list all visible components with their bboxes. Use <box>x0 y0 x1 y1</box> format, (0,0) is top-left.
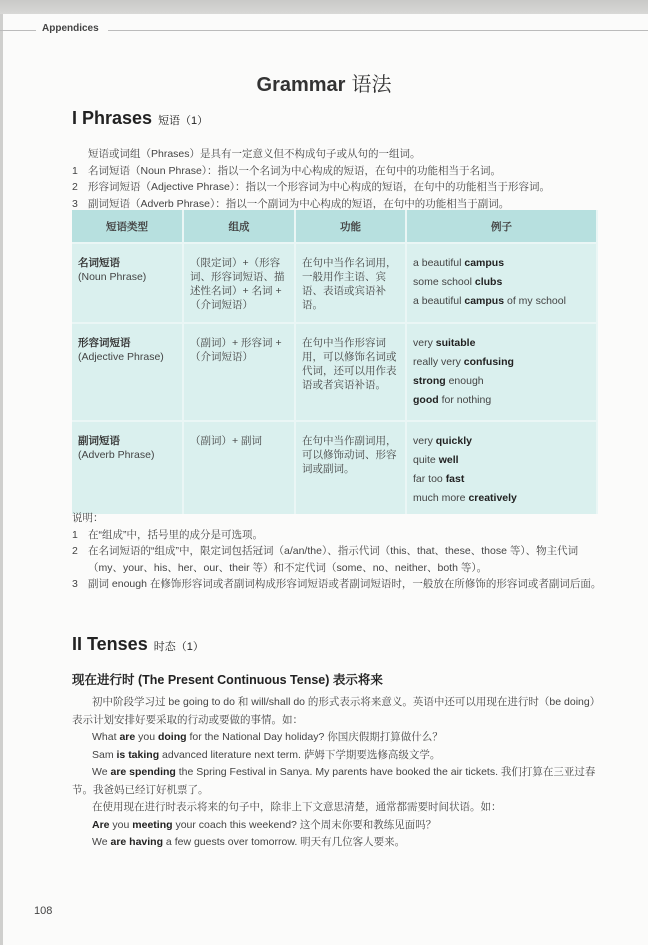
column-header: 组成 <box>183 210 295 243</box>
example <box>413 353 590 372</box>
item-text: 副词 enough 在修饰形容词或者副词构成形容词短语或者副词短语时，一般放在所修饰的形容词或者副词后面。 <box>88 578 602 590</box>
heading-cn: 短语（1） <box>158 115 209 127</box>
example-text: of my school <box>504 295 566 307</box>
item-text: 在“组成”中，括号里的成分是可选项。 <box>88 528 263 541</box>
page-number: 108 <box>34 905 53 917</box>
example-keyword: strong <box>413 375 446 387</box>
scan-edge <box>0 0 648 14</box>
example-keyword: clubs <box>474 276 503 288</box>
item-number: 1 <box>72 528 78 541</box>
notes-label: 说明： <box>72 512 104 524</box>
example-keyword: campus <box>464 295 505 307</box>
sentence-text: advanced literature next term. 萨姆下学期要选修高级文学。 <box>159 748 441 761</box>
header-section-label: Appendices <box>42 23 99 34</box>
example <box>413 432 590 451</box>
sentence-text: We <box>92 766 111 778</box>
tense-line <box>72 729 602 747</box>
example-keyword: suitable <box>435 337 476 349</box>
examples-cell <box>406 243 597 323</box>
example-text: very <box>413 337 436 349</box>
example <box>413 489 590 508</box>
phrase-type-cn: 名词短语 <box>78 257 120 269</box>
item-number: 3 <box>72 578 78 590</box>
column-header: 短语类型 <box>72 210 183 243</box>
sentence-text: you <box>135 731 158 743</box>
example-keyword: good <box>413 394 439 406</box>
function-cell: 在句中当作副词用，可以修饰动词、形容词或副词。 <box>295 421 406 514</box>
sentence-text: 初中阶段学习过 be going to do 和 will/shall do 的形式表示将来意义。英语中还可以用现在进行时（be doing）表示计划安排好要采取的行动或要做的事情。如： <box>72 696 601 726</box>
verb-highlight: Are <box>92 818 110 831</box>
column-header: 例子 <box>406 210 597 243</box>
function-cell: 在句中当作名词用，一般用作主语、宾语、表语或宾语补语。 <box>295 243 406 323</box>
example-keyword: well <box>438 454 459 466</box>
verb-highlight: are having <box>110 836 164 848</box>
tense-line <box>72 694 602 729</box>
item-text: 副词短语（Adverb Phrase）：指以一个副词为中心构成的短语，在句中的功能相当于副词。 <box>88 197 510 210</box>
sentence-text: Sam <box>92 748 117 761</box>
examples-cell <box>406 421 597 514</box>
list-item <box>72 527 602 544</box>
example-keyword: fast <box>445 473 465 485</box>
item-number: 2 <box>72 181 78 193</box>
header-rule <box>0 30 36 31</box>
list-item <box>72 179 602 196</box>
composition-cell: （副词）+ 副词 <box>183 421 295 514</box>
example-text: enough <box>445 375 484 387</box>
example <box>413 273 590 292</box>
example <box>413 292 590 311</box>
heading-cn: 时态（1） <box>153 641 204 653</box>
table-row <box>72 421 597 514</box>
phrase-type-en: (Adverb Phrase) <box>78 449 155 461</box>
heading-text: I Phrases <box>72 108 153 128</box>
example <box>413 451 590 470</box>
sentence-text: a few guests over tomorrow. 明天有几位客人要来。 <box>163 836 406 848</box>
section-heading-tenses <box>72 634 204 655</box>
subheading: 现在进行时 (The Present Continuous Tense) 表示将来 <box>72 673 383 687</box>
verb-highlight: are spending <box>110 766 176 778</box>
verb-highlight: are <box>119 731 136 743</box>
item-text: 名词短语（Noun Phrase）：指以一个名词为中心构成的短语，在句中的功能相当于名词。 <box>88 164 502 177</box>
example <box>413 254 590 273</box>
example-text: far too <box>413 473 446 485</box>
example <box>413 334 590 353</box>
example-keyword: quickly <box>435 435 472 447</box>
phrases-intro <box>72 146 602 212</box>
sentence-text: We <box>92 836 111 848</box>
tense-line <box>72 747 602 765</box>
example-text: really very <box>413 356 464 368</box>
example-text: for nothing <box>438 394 492 406</box>
phrase-type-cn: 形容词短语 <box>78 337 131 349</box>
notes <box>72 510 602 593</box>
phrases-table <box>72 210 598 514</box>
example-keyword: confusing <box>463 356 514 368</box>
example-text: a beautiful <box>413 257 465 269</box>
verb-highlight: meeting <box>132 818 173 831</box>
example <box>413 372 590 391</box>
column-header: 功能 <box>295 210 406 243</box>
example <box>413 470 590 489</box>
section-heading-phrases <box>72 108 208 129</box>
tense-line <box>72 817 602 835</box>
example-text: some school <box>413 276 475 288</box>
scan-edge-left <box>0 14 3 945</box>
sentence-text: for the National Day holiday? 你国庆假期打算做什么？ <box>186 731 443 743</box>
example-text: much more <box>413 492 469 504</box>
item-number: 1 <box>72 164 78 177</box>
table-row <box>72 323 597 421</box>
item-number: 2 <box>72 545 78 557</box>
tenses-body <box>72 694 602 852</box>
item-text: 在名词短语的“组成”中，限定词包括冠词（a/an/the）、指示代词（this、that、these、those 等）、物主代词（my、your、his、her、our、their 等）和不定代词（some、no、neither、both 等）。 <box>88 545 579 574</box>
sentence-text: you <box>109 818 133 831</box>
intro-text: 短语或词组（Phrases）是具有一定意义但不构成句子或从句的一组词。 <box>88 148 421 160</box>
list-item <box>72 576 602 593</box>
example-text: very <box>413 435 436 447</box>
item-text: 形容词短语（Adjective Phrase）：指以一个形容词为中心构成的短语，在句中的功能相当于形容词。 <box>88 181 551 193</box>
verb-highlight: doing <box>157 731 187 743</box>
composition-cell: （副词）+ 形容词 +（介词短语） <box>183 323 295 421</box>
example-keyword: creatively <box>468 492 517 504</box>
example-keyword: campus <box>464 257 505 269</box>
tense-line <box>72 799 602 817</box>
sentence-text: 在使用现在进行时表示将来的句子中，除非上下文意思清楚，通常都需要时间状语。如： <box>92 801 502 813</box>
verb-highlight: is taking <box>116 748 160 761</box>
list-item <box>72 163 602 180</box>
function-cell: 在句中当作形容词用，可以修饰名词或代词，还可以用作表语或者宾语补语。 <box>295 323 406 421</box>
example-text: quite <box>413 454 439 466</box>
phrase-type-cell <box>72 421 183 514</box>
phrase-type-cell <box>72 323 183 421</box>
title-cn: 语法 <box>351 74 392 96</box>
heading-text: II Tenses <box>72 634 148 654</box>
sentence-text: What <box>92 731 120 743</box>
running-header <box>0 22 648 38</box>
phrase-type-en: (Noun Phrase) <box>78 271 147 283</box>
example-text: a beautiful <box>413 295 465 307</box>
header-rule <box>108 30 648 31</box>
phrase-type-cn: 副词短语 <box>78 435 120 447</box>
list-item <box>72 543 602 576</box>
example <box>413 391 590 410</box>
page-title <box>0 68 648 97</box>
phrase-type-cell <box>72 243 183 323</box>
composition-cell: （限定词）+（形容词、形容词短语、描述性名词）+ 名词 +（介词短语） <box>183 243 295 323</box>
phrase-type-en: (Adjective Phrase) <box>78 351 164 363</box>
table-row <box>72 243 597 323</box>
item-number: 3 <box>72 197 78 210</box>
examples-cell <box>406 323 597 421</box>
title-en: Grammar <box>256 74 346 96</box>
sentence-text: your coach this weekend? 这个周末你要和教练见面吗？ <box>172 818 437 831</box>
tense-line <box>72 764 602 799</box>
table-header-row <box>72 210 597 243</box>
sentence-text: the Spring Festival in Sanya. My parents have booked the air tickets. 我们打算在三亚过春节。我爸妈已经订好机票了。 <box>72 766 596 796</box>
tense-line <box>72 834 602 852</box>
